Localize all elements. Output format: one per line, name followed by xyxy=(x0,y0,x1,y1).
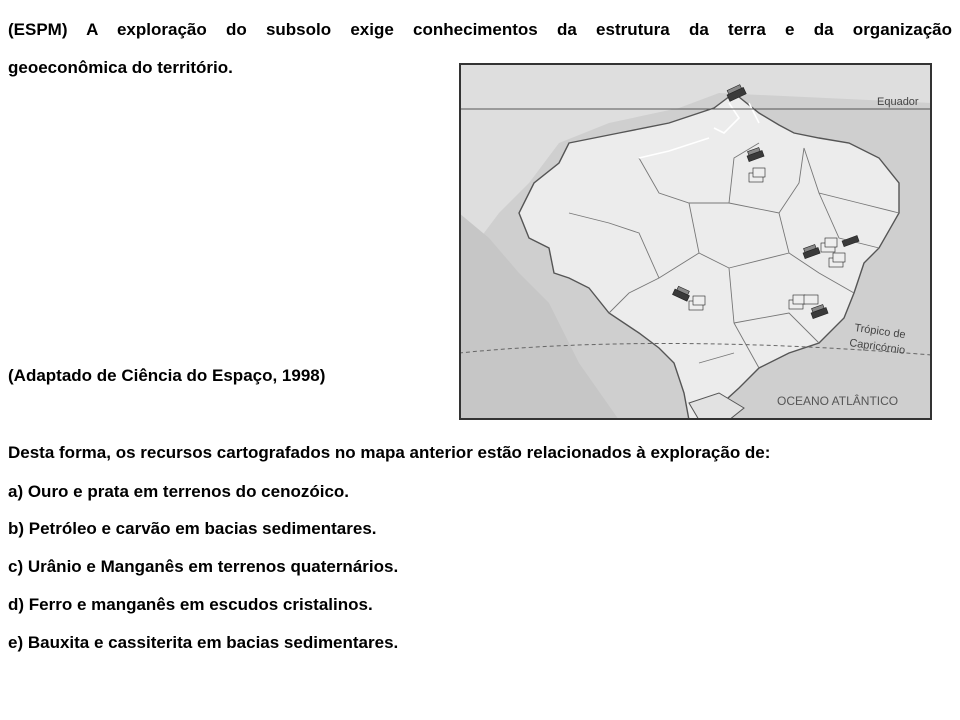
equator-label: Equador xyxy=(877,96,919,108)
map-source: (Adaptado de Ciência do Espaço, 1998) xyxy=(8,366,326,385)
option-e[interactable]: e) Bauxita e cassiterita em bacias sedimentares. xyxy=(8,633,399,652)
tropic-label-1: Trópico de xyxy=(853,322,907,342)
option-d[interactable]: d) Ferro e manganês em escudos cristalinos. xyxy=(8,595,373,614)
tropic-label-2: Capricórnio xyxy=(848,337,906,357)
question-text-line-2: geoeconômica do território. xyxy=(8,58,233,77)
question-text-line-1: (ESPM) A exploração do subsolo exige conhecimentos da estrutura da terra e da organização xyxy=(8,20,952,39)
question-prompt: Desta forma, os recursos cartografados no mapa anterior estão relacionados à exploração de: xyxy=(8,443,771,462)
brazil-resources-map xyxy=(459,63,932,420)
option-a[interactable]: a) Ouro e prata em terrenos do cenozóico. xyxy=(8,482,350,501)
ocean-label: OCEANO ATLÂNTICO xyxy=(777,394,899,408)
mine-icon-mg-3 xyxy=(804,295,818,304)
option-c[interactable]: c) Urânio e Manganês em terrenos quaternários. xyxy=(8,557,399,576)
option-b[interactable]: b) Petróleo e carvão em bacias sedimentares. xyxy=(8,519,377,538)
